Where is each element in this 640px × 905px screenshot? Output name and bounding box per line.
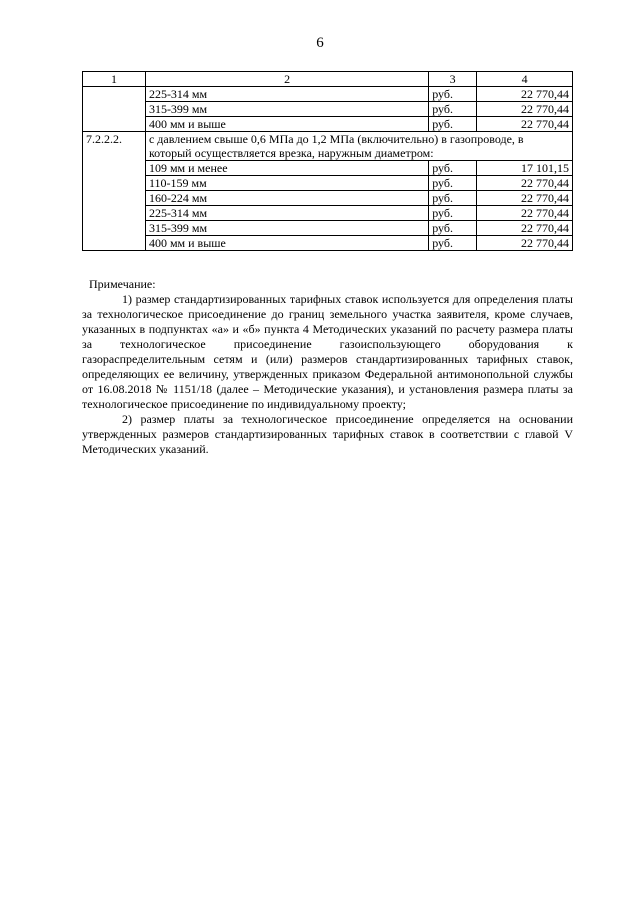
table-row [83,191,573,206]
table-row [83,87,573,102]
section-code: 7.2.2.2. [83,132,146,251]
table-row [83,117,573,132]
notes-title: Примечание: [89,277,156,291]
header-cell-4: 4 [477,72,573,87]
unit-cell: руб. [429,206,477,221]
value-cell: 17 101,15 [477,161,573,176]
header-cell-1: 1 [83,72,146,87]
table-row [83,236,573,251]
table-header-row [83,72,573,87]
diameter-cell: 109 мм и менее [145,161,428,176]
value-cell: 22 770,44 [477,176,573,191]
table-row [83,206,573,221]
header-cell-3: 3 [429,72,477,87]
diameter-cell: 400 мм и выше [145,117,428,132]
value-cell: 22 770,44 [477,117,573,132]
unit-cell: руб. [429,117,477,132]
diameter-cell: 160-224 мм [145,191,428,206]
section-description: с давлением свыше 0,6 МПа до 1,2 МПа (включительно) в газопроводе, в который осуществляется врезка, наружным диаметром: [145,132,572,161]
section-row [83,132,573,161]
unit-cell: руб. [429,161,477,176]
unit-cell: руб. [429,191,477,206]
unit-cell: руб. [429,221,477,236]
note-item-2: 2) размер платы за технологическое присоединение определяется на основании утвержденных размеров стандартизированных тарифных ставок в соответствии с главой V Методических указаний. [82,412,573,456]
value-cell: 22 770,44 [477,206,573,221]
table-row [83,176,573,191]
note-item-1: 1) размер стандартизированных тарифных ставок используется для определения платы за технологическое присоединение до границ земельного участка заявителя, кроме случаев, указанных в подпунктах «а» и «б» пункта 4 Методических указаний по расчету размера платы за технологическое присоединение газоиспользующего оборудования к газораспределительным сетям и (или) размеров стандартизированных тарифных ставок, определяющих ее величину, утвержденных приказом Федеральной антимонопольной службы от 16.08.2018 № 1151/18 (далее – Методические указания), и установления размера платы за технологическое присоединение по индивидуальному проекту; [82,292,573,411]
unit-cell: руб. [429,236,477,251]
unit-cell: руб. [429,176,477,191]
code-cell [83,87,146,132]
diameter-cell: 225-314 мм [145,206,428,221]
tariff-table [82,71,573,251]
page-number: 6 [316,35,324,51]
table-row [83,161,573,176]
value-cell: 22 770,44 [477,87,573,102]
value-cell: 22 770,44 [477,191,573,206]
diameter-cell: 315-399 мм [145,221,428,236]
value-cell: 22 770,44 [477,221,573,236]
table-row [83,102,573,117]
unit-cell: руб. [429,102,477,117]
diameter-cell: 110-159 мм [145,176,428,191]
diameter-cell: 315-399 мм [145,102,428,117]
unit-cell: руб. [429,87,477,102]
diameter-cell: 400 мм и выше [145,236,428,251]
table-row [83,221,573,236]
header-cell-2: 2 [145,72,428,87]
notes-section [82,277,573,457]
value-cell: 22 770,44 [477,236,573,251]
value-cell: 22 770,44 [477,102,573,117]
diameter-cell: 225-314 мм [145,87,428,102]
